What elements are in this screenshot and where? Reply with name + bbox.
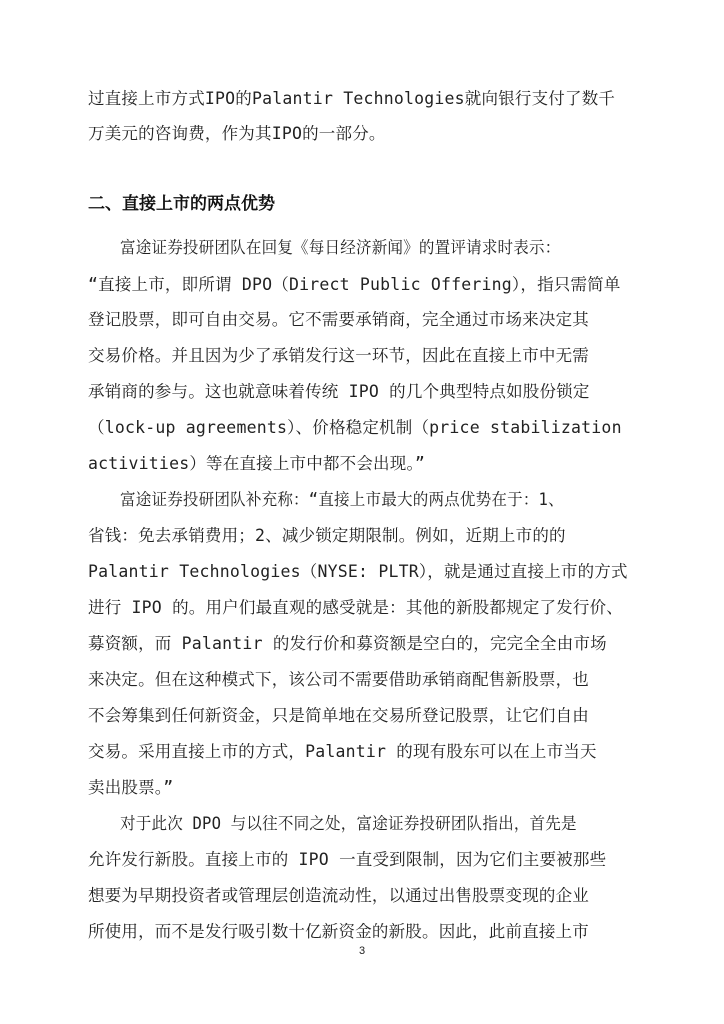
paragraph1-line-5: 承销商的参与。这也就意味着传统 IPO 的几个典型特点如股份锁定 (88, 382, 590, 401)
paragraph3-line-3: 想要为早期投资者或管理层创造流动性，以通过出售股票变现的企业 (88, 886, 589, 905)
paragraph1-line-6: （lock-up agreements）、价格稳定机制（price stabilization (88, 418, 622, 437)
paragraph2-line-2: 省钱：免去承销费用；2、减少锁定期限制。例如，近期上市的的 (88, 526, 566, 545)
paragraph1-line-1: 富途证券投研团队在回复《每日经济新闻》的置评请求时表示： (120, 238, 561, 257)
paragraph1-line-7: activities）等在直接上市中都不会出现。” (88, 454, 426, 473)
paragraph1-line-4: 交易价格。并且因为少了承销发行这一环节，因此在直接上市中无需 (88, 346, 589, 365)
paragraph2-line-3: Palantir Technologies（NYSE: PLTR），就是通过直接上市的方式 (88, 562, 628, 581)
paragraph3-line-1: 对于此次 DPO 与以往不同之处，富途证券投研团队指出，首先是 (120, 814, 577, 833)
paragraph3-line-4: 所使用，而不是发行吸引数十亿新资金的新股。因此，此前直接上市 (88, 922, 589, 941)
intro-line-2: 万美元的咨询费，作为其IPO的一部分。 (88, 124, 386, 143)
paragraph2-line-4: 进行 IPO 的。用户们最直观的感受就是：其他的新股都规定了发行价、 (88, 598, 623, 617)
paragraph1-line-2: “直接上市，即所谓 DPO（Direct Public Offering），指只需简单 (88, 275, 621, 294)
paragraph2-line-9: 卖出股票。” (88, 778, 174, 797)
paragraph2-line-5: 募资额，而 Palantir 的发行价和募资额是空白的，完完全全由市场 (88, 634, 607, 653)
paragraph1-line-3: 登记股票，即可自由交易。它不需要承销商，完全通过市场来决定其 (88, 310, 589, 329)
paragraph3-line-2: 允许发行新股。直接上市的 IPO 一直受到限制，因为它们主要被那些 (88, 850, 607, 869)
section-heading: 二、直接上市的两点优势 (88, 194, 275, 214)
paragraph2-line-6: 来决定。但在这种模式下，该公司不需要借助承销商配售新股票，也 (88, 670, 589, 689)
page-number: 3 (358, 945, 366, 957)
paragraph2-line-7: 不会筹集到任何新资金，只是简单地在交易所登记股票，让它们自由 (88, 706, 589, 725)
intro-line-1: 过直接上市方式IPO的Palantir Technologies就向银行支付了数千 (88, 89, 616, 108)
paragraph2-line-1: 富途证券投研团队补充称：“直接上市最大的两点优势在于：1、 (120, 490, 564, 509)
paragraph2-line-8: 交易。采用直接上市的方式，Palantir 的现有股东可以在上市当天 (88, 742, 597, 761)
